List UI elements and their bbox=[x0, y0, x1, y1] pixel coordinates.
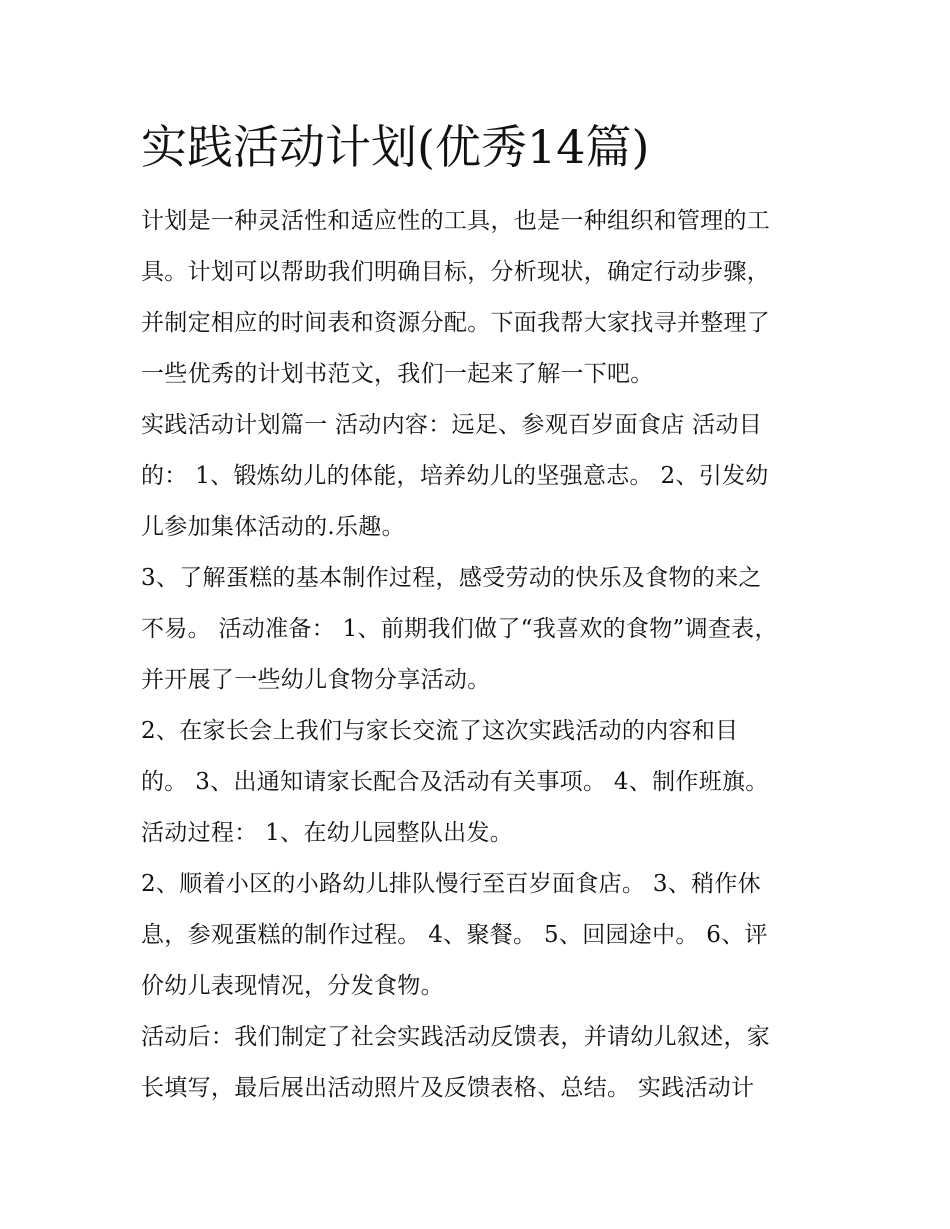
document-body bbox=[141, 196, 821, 1114]
body-line: 息，参观蛋糕的制作过程。 4、聚餐。 5、回园途中。 6、评 bbox=[141, 922, 768, 948]
body-line: 活动过程： 1、在幼儿园整队出发。 bbox=[141, 820, 514, 846]
body-line: 的： 1、锻炼幼儿的体能，培养幼儿的坚强意志。 2、引发幼 bbox=[141, 463, 769, 489]
body-line: 并制定相应的时间表和资源分配。下面我帮大家找寻并整理了 bbox=[141, 310, 771, 336]
body-line: 不易。 活动准备： 1、前期我们做了“我喜欢的食物”调查表， bbox=[141, 616, 778, 642]
document-title: 实践活动计划(优秀14篇) bbox=[141, 120, 650, 174]
body-line: 2、顺着小区的小路幼儿排队慢行至百岁面食店。 3、稍作休 bbox=[141, 871, 761, 897]
body-line: 并开展了一些幼儿食物分享活动。 bbox=[141, 667, 491, 693]
body-line: 儿参加集体活动的.乐趣。 bbox=[141, 514, 405, 540]
body-line: 具。计划可以帮助我们明确目标，分析现状，确定行动步骤， bbox=[141, 259, 771, 285]
body-line: 价幼儿表现情况，分发食物。 bbox=[141, 973, 444, 999]
body-line: 2、在家长会上我们与家长交流了这次实践活动的内容和目 bbox=[141, 718, 739, 744]
body-line: 实践活动计划篇一 活动内容：远足、参观百岁面食店 活动目 bbox=[141, 412, 763, 438]
body-line: 一些优秀的计划书范文，我们一起来了解一下吧。 bbox=[141, 361, 654, 387]
body-line: 的。 3、出通知请家长配合及活动有关事项。 4、制作班旗。 bbox=[141, 769, 769, 795]
body-line: 长填写，最后展出活动照片及反馈表格、总结。 实践活动计 bbox=[141, 1075, 755, 1101]
body-line: 活动后：我们制定了社会实践活动反馈表，并请幼儿叙述，家 bbox=[141, 1024, 771, 1050]
body-line: 计划是一种灵活性和适应性的工具，也是一种组织和管理的工 bbox=[141, 208, 771, 234]
body-line: 3、了解蛋糕的基本制作过程，感受劳动的快乐及食物的来之 bbox=[141, 565, 762, 591]
